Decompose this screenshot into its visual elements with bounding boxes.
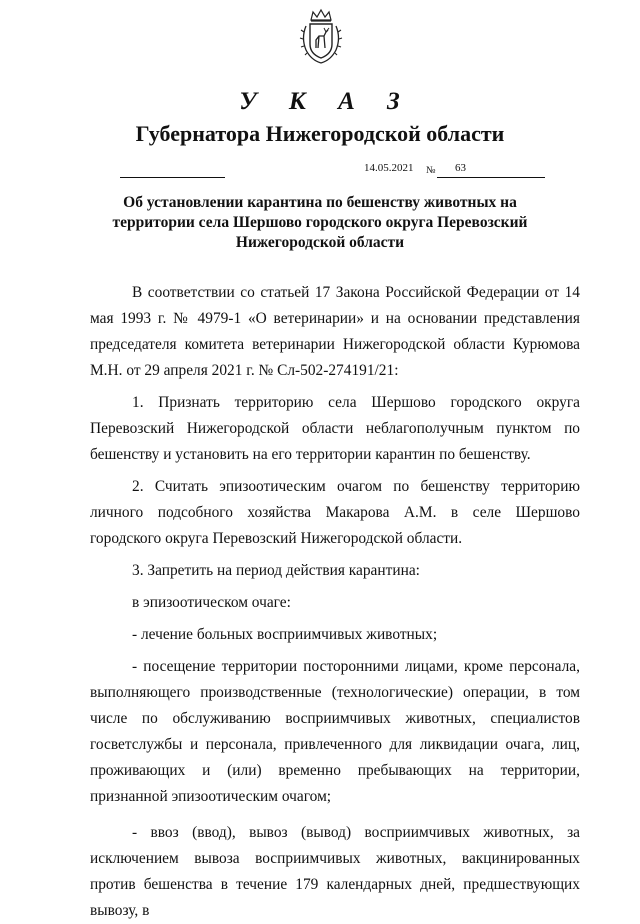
list-item: - лечение больных восприимчивых животных; [132, 626, 438, 643]
issuer-title: Губернатора Нижегородской области [135, 121, 505, 146]
list-item: в эпизоотическом очаге: [132, 594, 291, 611]
signature-blank-line [120, 177, 225, 178]
list-item: 1. Признать территорию села Шершово городского округа Перевозский Нижегородской области неблагополучным пунктом по бешенству и установить на его территории карантин по бешенству. [90, 394, 580, 463]
document-type-title: У К А З [239, 88, 413, 115]
document-body [90, 280, 580, 924]
list-item: 2. Считать эпизоотическим очагом по бешенству территорию личного подсобного хозяйства Макарова А.М. в селе Шершово городского округа Перевозский Нижегородской области. [90, 478, 580, 547]
preamble-paragraph: В соответствии со статьей 17 Закона Российской Федерации от 14 мая 1993 г. № 4979-1 «О ветеринарии» и на основании представления председателя комитета ветеринарии Нижегородской области Курюмова М.Н. от 29 апреля 2021 г. № Сл-502-274191/21: [90, 284, 580, 379]
list-item: - ввоз (ввод), вывоз (вывод) восприимчивых животных, за исключением вывоза восприимчивых животных, вакцинированных против бешенства в течение 179 календарных дней, предшествующих вывозу, в [90, 824, 580, 919]
document-number: 63 [455, 162, 466, 174]
coat-of-arms-icon [298, 8, 344, 66]
list-item: 3. Запретить на период действия карантина: [132, 562, 420, 579]
document-subject: Об установлении карантина по бешенству животных на территории села Шершово городского округа Перевозский Нижегородской области [112, 194, 528, 251]
document-date: 14.05.2021 [364, 162, 414, 174]
number-line [437, 177, 545, 178]
list-item: - посещение территории посторонними лицами, кроме персонала, выполняющего производственные (технологические) операции, в том числе по обслуживанию восприимчивых животных, специалистов госветслужбы и персонала, привлеченного для ликвидации очага, лиц, проживающих и (или) временно пребывающих на территории, признанной эпизоотическим очагом; [90, 658, 580, 805]
number-label: № [426, 165, 436, 176]
